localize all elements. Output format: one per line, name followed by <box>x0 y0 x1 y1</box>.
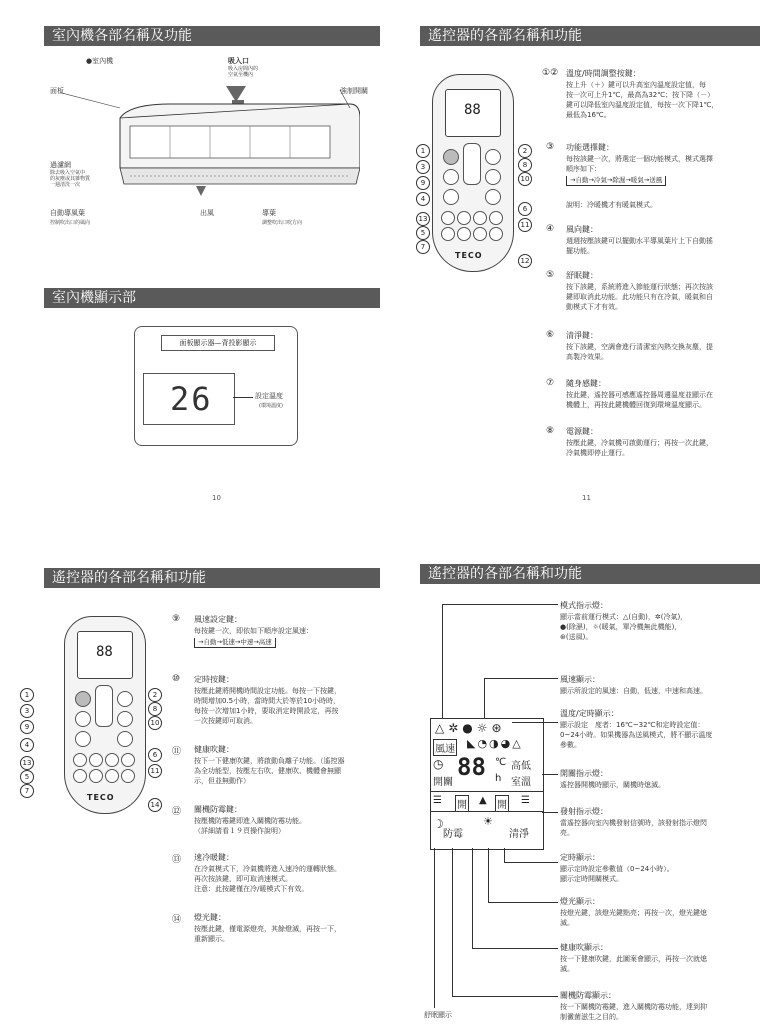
guide-label: 導葉 <box>262 209 276 217</box>
item-temp-title: 溫度/時間調整按鍵： <box>566 69 641 78</box>
display-panel <box>134 326 298 446</box>
lcd-high-low: 高低 <box>511 761 531 772</box>
lcd-mold: 防霉 <box>443 829 463 840</box>
display-window <box>143 373 235 425</box>
louver-desc: 控制吹出口的風向 <box>50 220 91 226</box>
unit-label: ●室內機 <box>86 57 114 65</box>
mode-button <box>443 169 459 185</box>
signal-icon: ▲ <box>479 795 487 806</box>
louver-label: 自動導風葉 <box>50 209 85 217</box>
filter-desc: 除去吸入空氣中 的灰塵或其雜物質 一週清洗一次 <box>50 170 91 188</box>
sleep-icon: ☽ <box>433 817 444 831</box>
ind-onoff-title: 開關指示燈： <box>560 769 608 778</box>
ind-temp-desc: 顯示設定 度者：16℃~32℃和定時設定值： 0~24小時。如果機器為送風模式，將不顯示溫度 參數。 <box>560 721 713 749</box>
ind-speed-desc: 顯示所設定的風速：自動，低速，中速和高速。 <box>560 687 707 695</box>
item-mode-title: 功能選擇鍵： <box>566 143 614 152</box>
speed-flow: →自動→低速→中速→高速 <box>194 638 276 648</box>
lcd-clean: 清淨 <box>509 829 529 840</box>
display-value: 26 <box>170 380 213 418</box>
remote-screen: 88 <box>445 89 501 137</box>
remote-illustration <box>432 74 514 272</box>
mode-note: 說明：冷暖機才有暖氣模式。 <box>566 201 657 209</box>
remote-screen: 88 <box>77 631 133 679</box>
lcd-unit-c: ℃ <box>495 757 507 768</box>
lcd-speed: 風速 <box>433 739 457 756</box>
swing-right-icon: ☰ <box>521 795 530 806</box>
intake-label: 吸入口 <box>228 57 249 65</box>
item-speed-title: 風速設定鍵： <box>194 615 242 624</box>
item-power-desc: 按壓此鍵，冷氣機可啟動運行；再按一次此鍵， 冷氣機即停止運行。 <box>566 439 713 457</box>
ind-health-title: 健康吹顯示： <box>560 943 608 952</box>
lcd-open-2: 開 <box>495 795 509 812</box>
item-swing-desc: 週週按壓該鍵可以擺動水平導風葉片上下自動搖 擺功能。 <box>566 237 713 255</box>
item-feel-title: 隨身感鍵： <box>566 379 606 388</box>
lcd-on-off: 開關 <box>433 777 453 788</box>
item-mode-desc: 每按該鍵一次，將選定一個功能模式，模式選擇 順序如下： <box>566 155 713 173</box>
set-temp-label: 設定溫度 <box>255 392 283 400</box>
item-clean-title: 清淨鍵： <box>566 331 598 340</box>
item-sleep-title: 舒眠鍵： <box>566 271 598 280</box>
item-light-title: 燈光鍵： <box>194 913 226 922</box>
ind-light-desc: 按燈光鍵，該燈光鍵點亮；再按一次，燈光鍵熄 滅。 <box>560 909 707 927</box>
item-temp-desc: 按上升（＋）鍵可以升高室內溫度設定值，每 按一次可上升1℃，最高為32℃；按下降（－） 鍵可以降低室內溫度設定值，每按一次下降1℃， 最低為16℃。 <box>566 81 719 119</box>
ind-mode-title: 模式指示燈： <box>560 601 608 610</box>
item-mold-desc: 按壓機防霉鍵即進入關機防霉功能。 （詳細請看１９頁操作說明） <box>194 817 306 835</box>
item-timer-title: 定時按鍵： <box>194 675 234 684</box>
mode-flow: →自動→冷氣→除濕→暖氣→送風 <box>566 176 666 186</box>
lcd-room-temp: 室溫 <box>511 777 531 788</box>
page-indoor-unit <box>0 0 384 512</box>
item-health-title: 健康吹鍵： <box>194 745 234 754</box>
ind-speed-title: 風速顯示： <box>560 675 600 684</box>
swing-button <box>443 189 459 205</box>
lcd-open: 開 <box>455 795 469 812</box>
item-turbo-title: 速冷暖鍵： <box>194 853 234 862</box>
page-number: 11 <box>582 494 591 502</box>
lcd-temp: 88 <box>457 753 486 781</box>
ind-timer-title: 定時顯示： <box>560 853 600 862</box>
clean-button <box>485 189 501 205</box>
panel-label: 面板 <box>50 87 64 95</box>
ind-timer-desc: 顯示定時設定參數值（0~24小時）。 顯示定時開關模式。 <box>560 865 674 883</box>
remote-illustration <box>64 616 146 814</box>
item-turbo-desc: 在冷氣模式下，冷氣機將進入速冷的運轉狀態。 再次按該鍵，即可取消速模式。 注意：此按鍵僅在冷/暖模式下有效。 <box>194 865 341 893</box>
set-temp-sub: (環境溫度) <box>259 403 283 409</box>
intake-desc: 吸入房間內的 空氣至機內 <box>228 66 259 78</box>
sleep-display-label: 舒眠顯示 <box>424 1011 452 1019</box>
page-number: 10 <box>212 494 221 502</box>
ind-health-desc: 按一下健康吹鍵，此圖案會顯示，再按一次就熄 滅。 <box>560 955 707 973</box>
mode-icons: △✲●☼⊛ <box>435 721 506 735</box>
fan-button <box>485 169 501 185</box>
speed-icons: ◣◔◑◕△ <box>467 737 523 750</box>
temp-buttons <box>463 143 481 185</box>
swing-left-icon: ☰ <box>433 795 442 806</box>
ind-light-title: 燈光顯示： <box>560 897 600 906</box>
page-remote-display <box>384 512 768 1024</box>
item-feel-desc: 按此鍵，遙控器可感應遙控器周邊溫度並顯示在 機體上，再按此鍵機體回復到環境溫度顯示。 <box>566 391 713 409</box>
ind-signal-title: 發射指示燈： <box>560 807 608 816</box>
timer-icon: ◷ <box>433 757 444 771</box>
page-title: 遙控器的各部名稱和功能 <box>420 26 760 46</box>
item-health-desc: 按下一下健康吹鍵，將啟動負離子功能。（遙控器 為全功能型，按壓左右吹、健康吹、機體會無顯 示，但並無動作） <box>194 757 345 785</box>
item-mold-title: 關機防霉鍵： <box>194 805 242 814</box>
ind-mold-desc: 按一下關機防霉鍵，進入關機防霉功能，達到抑 制黴菌滋生之目的。 <box>560 1003 707 1021</box>
guide-desc: 調整吹出口吹方向 <box>262 220 303 226</box>
item-swing-title: 風向鍵： <box>566 225 598 234</box>
ind-temp-title: 溫度/定時顯示： <box>560 709 619 718</box>
filter-label: 過濾網 <box>50 161 71 169</box>
display-panel-title: 面板顯示器—背投影顯示 <box>161 335 275 351</box>
ind-mode-desc: 顯示當前運行模式：△(自動)，✲(冷氣)， ●(除濕)，☼(暖氣，單冷機無此機能)， ⊛(送風)。 <box>560 613 688 641</box>
ind-signal-desc: 當遙控器向室內機發射信號時，該發射指示燈閃 亮。 <box>560 819 707 837</box>
item-timer-desc: 按壓此鍵將開機時間設定功能。每按一下按鍵， 時間增加0.5小時，當時間大於等於10小時時， 每按一次增加1小時，要取消定時開設定，再按 一次按鍵即可取消。 <box>194 687 341 725</box>
section-title-display: 室內機顯示部 <box>44 288 380 308</box>
brand-logo: TECO <box>87 793 115 802</box>
timer-button <box>485 149 501 165</box>
page-title: 遙控器的各部名稱和功能 <box>44 568 380 588</box>
power-button <box>443 149 459 165</box>
item-power-title: 電源鍵： <box>566 427 598 436</box>
lcd-diagram <box>430 718 544 850</box>
page-title: 室內機各部名稱及功能 <box>44 26 380 46</box>
lcd-hour: h <box>495 773 502 784</box>
indoor-unit-illustration <box>60 78 360 208</box>
light-icon: ☀ <box>483 815 493 828</box>
ind-onoff-desc: 遙控器開機時顯示，關機時熄滅。 <box>560 781 665 789</box>
page-remote-2: 遙控器的各部名稱和功能 88 TECO 1 3 9 4 13 5 7 2 8 10 6 11 14 ⑨ 風速設定鍵： 每按鍵一次，即依如下順序設定風速： →自動→低速→中速→高速 ⑩ 定時按鍵： 按壓此鍵將開機時間設定功能。每按一下按鍵， 時間增加0.5小時，當時間大於等於10小時時， 每按一次增加1小時，要取消定時開設定，再按 一次按鍵即可取消。 ⑪ 健康吹鍵： 按下一下健康吹鍵，將啟動負離子功能。（遙控器 為全功能型，按壓左右吹、健康吹、機體會無顯 示，但並無動作） ⑫ 關機防霉鍵： 按壓機防霉鍵即進入關機防霉功能。 （詳細請看１９頁操作說明） ⑬ 速冷暖鍵： 在冷氣模式下，冷氣機將進入速冷的運轉狀態。 再次按該鍵，即可取消速模式。 注意：此按鍵僅在冷/暖模式下有效。 ⑭ 燈光鍵： 按壓此鍵，僅電源燈亮，其餘燈滅，再按一下， 重新顯示。 <box>0 512 384 1024</box>
ind-mold-title: 關機防霉顯示： <box>560 991 616 1000</box>
page-remote-1: 遙控器的各部名稱和功能 88 TECO 1 3 9 4 13 5 7 2 8 10 6 11 12 ①② 溫度/時間調整按鍵： 按上升（＋）鍵可以升高室內溫度設定值，每 按一次可上升1℃，最高為32℃；按下降（－） 鍵可以降低室內溫度設定值，每按一次下降1℃， 最低為16℃。 ③ 功能選擇鍵： 每按該鍵一次，將選定一個功能模式，模式選擇 順序如下： →自動→冷氣→除濕→暖氣→送風 說明：冷暖機才有暖氣模式。 ④ 風向鍵： 週週按壓該鍵可以擺動水平導風葉片上下自動搖 擺功能。 ⑤ 舒眠鍵： 按下該鍵，系統將進入節能運行狀態；再次按該 鍵即取消此功能。此功能只有在冷氣，暖氣和自 動模式下才有效。 ⑥ 清淨鍵： 按下該鍵，空調會進行清潔室內熱交換灰塵，提 高製冷效果。 ⑦ 隨身感鍵： 按此鍵，遙控器可感應遙控器周邊溫度並顯示在 機體上，再按此鍵機體回復到環境溫度顯示。 ⑧ 電源鍵： 按壓此鍵，冷氣機可啟動運行；再按一次此鍵， 冷氣機即停止運行。 11 <box>384 0 768 512</box>
strong-switch-label: 強制開關 <box>340 87 368 95</box>
item-light-desc: 按壓此鍵，僅電源燈亮，其餘燈滅，再按一下， 重新顯示。 <box>194 925 341 943</box>
brand-logo: TECO <box>455 251 483 260</box>
outlet-label: 出風 <box>200 209 214 217</box>
page-title: 遙控器的各部名稱和功能 <box>420 564 760 584</box>
item-speed-desc: 每按鍵一次，即依如下順序設定風速： <box>194 627 313 635</box>
item-sleep-desc: 按下該鍵，系統將進入節能運行狀態；再次按該 鍵即取消此功能。此功能只有在冷氣，暖氣和自 動模式下才有效。 <box>566 283 713 311</box>
item-clean-desc: 按下該鍵，空調會進行清潔室內熱交換灰塵，提 高製冷效果。 <box>566 343 713 361</box>
